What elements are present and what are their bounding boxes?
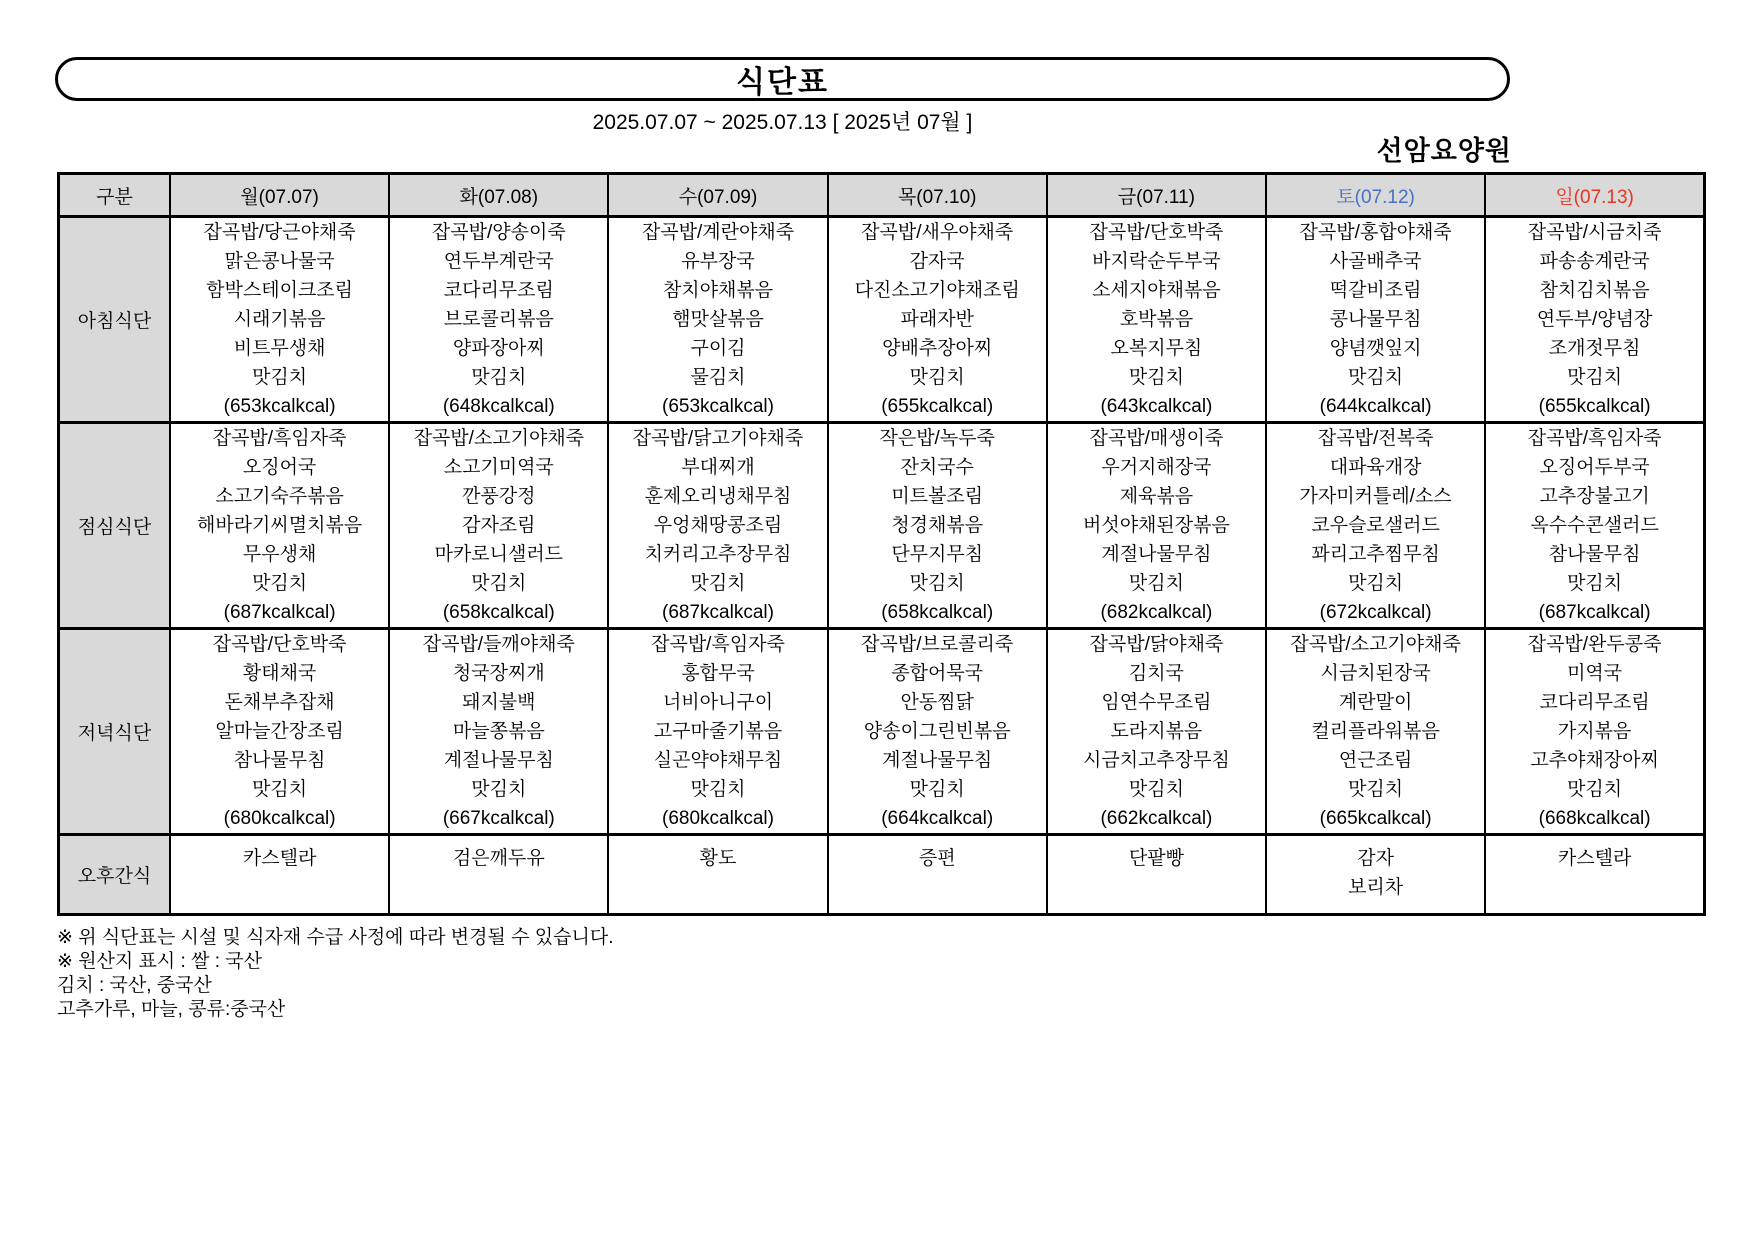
facility-name: 선암요양원 — [1376, 136, 1512, 166]
menu-item: 코우슬로샐러드 — [1311, 515, 1440, 536]
menu-item: 맛김치 — [909, 779, 965, 800]
menu-item: (648kcalkcal) — [442, 396, 555, 417]
menu-item: 코다리무조림 — [443, 280, 554, 301]
table-head — [59, 174, 1705, 217]
menu-cell — [1485, 835, 1704, 915]
menu-item: 깐풍강정 — [462, 486, 536, 507]
menu-item: 카스텔라 — [242, 848, 317, 869]
menu-item: 마늘쫑볶음 — [452, 721, 545, 742]
menu-item: (662kcalkcal) — [1100, 808, 1213, 829]
menu-item: 실곤약야채무침 — [653, 750, 783, 771]
menu-item: 도라지볶음 — [1110, 721, 1203, 742]
menu-item: 잡곡밥/흑임자죽 — [651, 634, 785, 655]
menu-item: 고추야채장아찌 — [1530, 750, 1659, 771]
menu-item: 잡곡밥/흑임자죽 — [1527, 428, 1662, 449]
menu-item: (658kcalkcal) — [881, 602, 994, 623]
menu-item: 오징어두부국 — [1539, 457, 1650, 478]
menu-cell — [1485, 423, 1704, 629]
menu-item: (687kcalkcal) — [662, 602, 774, 623]
row-label: 아침식단 — [59, 217, 171, 423]
menu-item: 미역국 — [1567, 663, 1623, 684]
menu-item: 맛김치 — [252, 573, 308, 594]
menu-cell — [170, 217, 389, 423]
menu-item: 마카로니샐러드 — [434, 544, 564, 565]
menu-item: 맛김치 — [471, 779, 527, 800]
menu-item: 잡곡밥/시금치죽 — [1527, 222, 1662, 243]
menu-item: 감자 — [1357, 848, 1394, 869]
menu-item: 너비아니구이 — [662, 692, 774, 713]
menu-item: 맛김치 — [252, 779, 308, 800]
menu-item: 맛김치 — [1348, 779, 1404, 800]
menu-item: 맛김치 — [1128, 779, 1184, 800]
corner-header: 구분 — [59, 174, 171, 217]
menu-item: 잡곡밥/단호박죽 — [212, 634, 347, 655]
menu-item: (687kcalkcal) — [1538, 602, 1651, 623]
menu-item: 맛김치 — [252, 367, 308, 388]
menu-item: (687kcalkcal) — [223, 602, 336, 623]
menu-cell — [608, 629, 827, 835]
menu-item: 맛김치 — [1567, 779, 1623, 800]
footer-notes — [57, 926, 613, 1022]
menu-item: 오복지무침 — [1110, 338, 1203, 359]
menu-item: 유부장국 — [681, 251, 755, 272]
day-header-5: 토(07.12) — [1266, 174, 1485, 217]
menu-item: 우엉채땅콩조림 — [653, 515, 783, 536]
menu-item: 증편 — [918, 848, 956, 869]
meal-plan-table — [57, 172, 1706, 916]
menu-item: 참치야채볶음 — [662, 280, 774, 301]
menu-item: 맛김치 — [1348, 573, 1404, 594]
menu-item: 잡곡밥/들깨야채죽 — [422, 634, 575, 655]
menu-cell — [389, 629, 608, 835]
menu-item: 맛김치 — [690, 573, 746, 594]
menu-item: 시래기볶음 — [233, 309, 326, 330]
menu-item: 김치국 — [1128, 663, 1184, 684]
page-title: 식단표 — [736, 66, 829, 99]
menu-item: 시금치된장국 — [1320, 663, 1431, 684]
menu-item: 잡곡밥/브로콜리죽 — [861, 634, 1014, 655]
menu-item: 잡곡밥/완두콩죽 — [1527, 634, 1662, 655]
menu-item: (644kcalkcal) — [1319, 396, 1432, 417]
menu-item: 파송송계란국 — [1539, 251, 1650, 272]
menu-cell — [1047, 423, 1266, 629]
menu-item: 잡곡밥/계란야채죽 — [641, 222, 795, 243]
menu-item: 양파장아찌 — [452, 338, 545, 359]
menu-item: (668kcalkcal) — [1538, 808, 1651, 829]
footer-note-2: 김치 : 국산, 중국산 — [57, 975, 212, 996]
menu-cell — [608, 835, 827, 915]
menu-item: 조개젓무침 — [1548, 338, 1641, 359]
title-pill — [55, 57, 1510, 101]
menu-item: 참치김치볶음 — [1539, 280, 1650, 301]
menu-item: 맛김치 — [1567, 367, 1623, 388]
table-body — [59, 217, 1705, 915]
menu-item: 감자조림 — [462, 515, 536, 536]
menu-item: 종합어묵국 — [891, 663, 984, 684]
menu-cell — [389, 217, 608, 423]
menu-item: (653kcalkcal) — [223, 396, 336, 417]
menu-item: 작은밥/녹두죽 — [879, 428, 995, 449]
footer-note-3: 고추가루, 마늘, 콩류:중국산 — [57, 999, 286, 1020]
menu-item: 해바라기씨멸치볶음 — [197, 515, 363, 536]
day-header-1: 화(07.08) — [389, 174, 608, 217]
menu-cell — [170, 423, 389, 629]
menu-item: 소고기미역국 — [443, 457, 554, 478]
day-header-6: 일(07.13) — [1485, 174, 1704, 217]
menu-item: 떡갈비조림 — [1329, 280, 1422, 301]
menu-item: 물김치 — [690, 367, 746, 388]
menu-item: 황태채국 — [242, 663, 317, 684]
menu-item: 버섯야채된장볶음 — [1082, 515, 1230, 536]
menu-item: 맛김치 — [1128, 573, 1184, 594]
menu-item: 파래자반 — [900, 309, 974, 330]
menu-item: 가자미커틀레/소스 — [1299, 486, 1452, 507]
menu-item: (655kcalkcal) — [1538, 396, 1651, 417]
menu-item: 맛김치 — [1128, 367, 1184, 388]
menu-item: 시금치고추장무침 — [1082, 750, 1230, 771]
day-header-3: 목(07.10) — [828, 174, 1047, 217]
menu-item: 옥수수콘샐러드 — [1530, 515, 1659, 536]
menu-item: 호박볶음 — [1119, 309, 1194, 330]
menu-item: 잡곡밥/닭고기야채죽 — [632, 428, 804, 449]
menu-item: (655kcalkcal) — [881, 396, 994, 417]
menu-item: 꽈리고추찜무침 — [1311, 544, 1440, 565]
day-header-4: 금(07.11) — [1047, 174, 1266, 217]
menu-cell — [1047, 629, 1266, 835]
row-오후간식 — [59, 835, 1705, 915]
menu-item: 잡곡밥/양송이죽 — [431, 222, 566, 243]
menu-item: 잡곡밥/당근야채죽 — [203, 222, 356, 243]
menu-item: 연두부계란국 — [443, 251, 554, 272]
menu-item: 양배추장아찌 — [882, 338, 993, 359]
menu-item: (667kcalkcal) — [442, 808, 555, 829]
menu-item: 잡곡밥/새우야채죽 — [861, 222, 1014, 243]
menu-cell — [608, 423, 827, 629]
menu-item: 맛김치 — [471, 573, 527, 594]
menu-item: 계절나물무침 — [1101, 544, 1212, 565]
menu-item: 치커리고추장무침 — [644, 544, 792, 565]
menu-item: 임연수무조림 — [1101, 692, 1212, 713]
menu-cell — [828, 629, 1047, 835]
menu-item: 오징어국 — [242, 457, 317, 478]
menu-item: (664kcalkcal) — [881, 808, 994, 829]
row-label: 오후간식 — [59, 835, 171, 915]
menu-item: 소고기숙주볶음 — [215, 486, 344, 507]
menu-item: 잡곡밥/흑임자죽 — [212, 428, 347, 449]
menu-item: 맛김치 — [1348, 367, 1404, 388]
menu-item: 잔치국수 — [900, 457, 974, 478]
menu-item: 단팥빵 — [1128, 848, 1184, 869]
menu-cell — [1047, 217, 1266, 423]
menu-item: (653kcalkcal) — [662, 396, 774, 417]
menu-item: 돼지불백 — [462, 692, 536, 713]
menu-item: 황도 — [699, 848, 737, 869]
menu-item: 감자국 — [909, 251, 965, 272]
menu-item: 카스텔라 — [1557, 848, 1632, 869]
menu-item: 고추장불고기 — [1539, 486, 1650, 507]
menu-item: 양념깻잎지 — [1329, 338, 1422, 359]
menu-item: 맑은콩나물국 — [224, 251, 335, 272]
menu-item: 무우생채 — [242, 544, 317, 565]
menu-cell — [170, 835, 389, 915]
menu-cell — [828, 423, 1047, 629]
menu-cell — [389, 835, 608, 915]
menu-item: 구이김 — [690, 338, 746, 359]
menu-item: 맛김치 — [471, 367, 527, 388]
menu-item: 계절나물무침 — [443, 750, 554, 771]
menu-item: (665kcalkcal) — [1319, 808, 1432, 829]
menu-item: 잡곡밥/소고기야채죽 — [413, 428, 585, 449]
menu-item: 맛김치 — [909, 367, 965, 388]
menu-item: 잡곡밥/소고기야채죽 — [1290, 634, 1461, 655]
menu-item: 단무지무침 — [891, 544, 984, 565]
menu-cell — [1266, 835, 1485, 915]
menu-item: 고구마줄기볶음 — [653, 721, 783, 742]
menu-cell — [1266, 629, 1485, 835]
menu-item: 브로콜리볶음 — [443, 309, 554, 330]
menu-item: (682kcalkcal) — [1100, 602, 1213, 623]
menu-item: 잡곡밥/매생이죽 — [1089, 428, 1224, 449]
menu-item: (643kcalkcal) — [1100, 396, 1213, 417]
menu-item: 청경채볶음 — [891, 515, 984, 536]
menu-item: 안동찜닭 — [900, 692, 974, 713]
day-header-0: 월(07.07) — [170, 174, 389, 217]
menu-item: 연두부/양념장 — [1536, 309, 1653, 330]
menu-item: 검은깨두유 — [452, 848, 545, 869]
row-아침식단 — [59, 217, 1705, 423]
menu-cell — [170, 629, 389, 835]
menu-item: 대파육개장 — [1329, 457, 1422, 478]
menu-item: 양송이그린빈볶음 — [863, 721, 1011, 742]
menu-item: 함박스테이크조림 — [206, 280, 354, 301]
menu-item: 사골배추국 — [1329, 251, 1422, 272]
menu-item: (658kcalkcal) — [442, 602, 555, 623]
menu-item: 햄맛살볶음 — [672, 309, 764, 330]
menu-item: 계절나물무침 — [882, 750, 993, 771]
day-header-row — [59, 174, 1705, 217]
menu-item: 가지볶음 — [1557, 721, 1632, 742]
day-header-2: 수(07.09) — [608, 174, 827, 217]
date-range: 2025.07.07 ~ 2025.07.13 [ 2025년 07월 ] — [592, 111, 973, 134]
menu-item: 맛김치 — [690, 779, 746, 800]
menu-cell — [1266, 217, 1485, 423]
menu-item: (672kcalkcal) — [1319, 602, 1432, 623]
menu-cell — [828, 835, 1047, 915]
menu-cell — [828, 217, 1047, 423]
menu-item: 우거지해장국 — [1101, 457, 1212, 478]
menu-item: 청국장찌개 — [452, 663, 545, 684]
menu-item: 콩나물무침 — [1329, 309, 1422, 330]
menu-item: 참나물무침 — [1548, 544, 1641, 565]
footer-note-1: ※ 원산지 표시 : 쌀 : 국산 — [57, 951, 262, 972]
menu-item: 연근조림 — [1338, 750, 1413, 771]
menu-item: 알마늘간장조림 — [215, 721, 344, 742]
row-label: 점심식단 — [59, 423, 171, 629]
menu-item: 잡곡밥/전복죽 — [1317, 428, 1434, 449]
footer-note-0: ※ 위 식단표는 시설 및 식자재 수급 사정에 따라 변경될 수 있습니다. — [57, 927, 614, 948]
menu-cell — [1047, 835, 1266, 915]
menu-item: 비트무생채 — [233, 338, 326, 359]
row-점심식단 — [59, 423, 1705, 629]
menu-item: 맛김치 — [1567, 573, 1623, 594]
menu-cell — [1485, 629, 1704, 835]
menu-item: 부대찌개 — [681, 457, 755, 478]
menu-item: 계란말이 — [1338, 692, 1413, 713]
menu-item: 잡곡밥/닭야채죽 — [1089, 634, 1224, 655]
menu-item: 잡곡밥/홍합야채죽 — [1299, 222, 1452, 243]
menu-item: (680kcalkcal) — [662, 808, 774, 829]
menu-cell — [389, 423, 608, 629]
menu-item: 훈제오리냉채무침 — [644, 486, 792, 507]
menu-item: 돈채부추잡채 — [224, 692, 335, 713]
menu-cell — [1266, 423, 1485, 629]
row-label: 저녁식단 — [59, 629, 171, 835]
menu-item: (680kcalkcal) — [223, 808, 336, 829]
menu-item: 소세지야채볶음 — [1092, 280, 1221, 301]
menu-item: 미트볼조림 — [891, 486, 984, 507]
menu-item: 코다리무조림 — [1539, 692, 1650, 713]
menu-item: 맛김치 — [909, 573, 965, 594]
menu-item: 제육볶음 — [1119, 486, 1194, 507]
menu-item: 보리차 — [1348, 877, 1404, 898]
menu-cell — [1485, 217, 1704, 423]
menu-item: 다진소고기야채조림 — [854, 280, 1020, 301]
menu-item: 참나물무침 — [233, 750, 326, 771]
menu-item: 바지락순두부국 — [1092, 251, 1221, 272]
row-저녁식단 — [59, 629, 1705, 835]
menu-item: 잡곡밥/단호박죽 — [1089, 222, 1224, 243]
menu-cell — [608, 217, 827, 423]
menu-item: 홍합무국 — [681, 663, 755, 684]
menu-item: 컬리플라워볶음 — [1311, 721, 1440, 742]
